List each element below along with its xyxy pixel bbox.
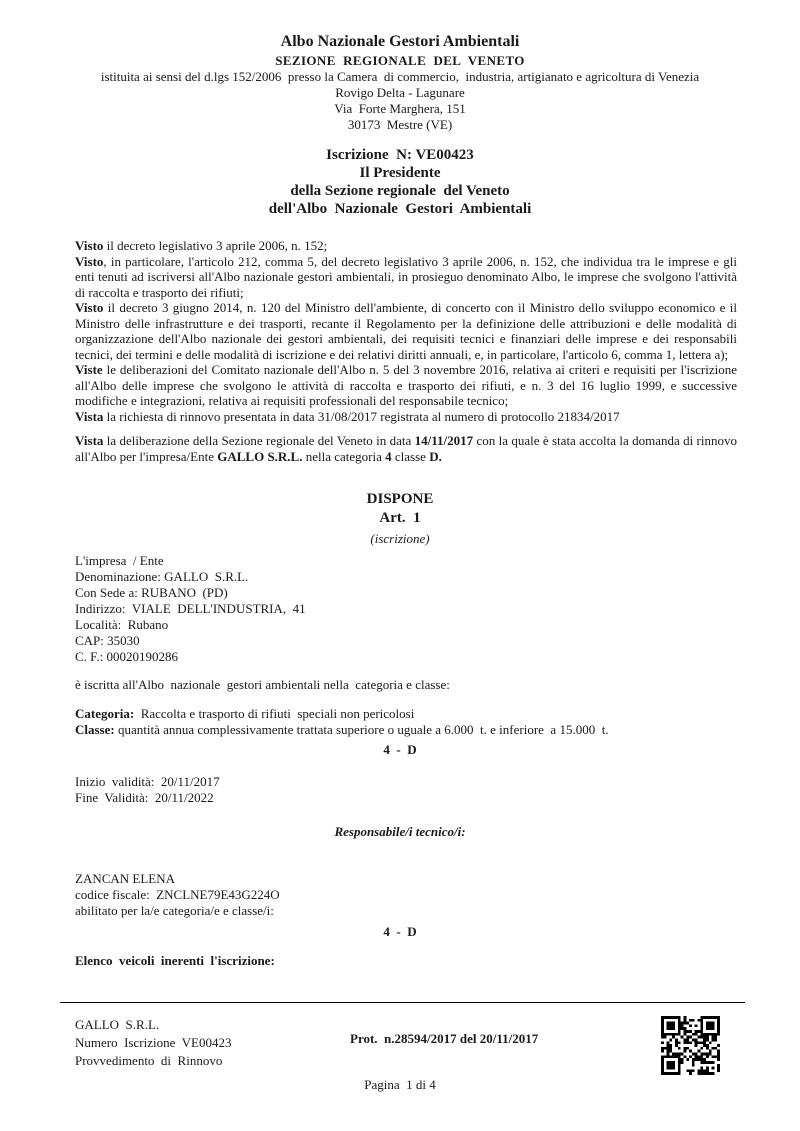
district-line: Rovigo Delta - Lagunare — [335, 85, 465, 100]
premise-lead: Visto — [75, 300, 104, 315]
premises-section — [75, 238, 737, 464]
regional-section-title: SEZIONE REGIONALE DEL VENETO — [275, 53, 525, 68]
president-line: Il Presidente — [359, 165, 441, 181]
resolution-date: 14/11/2017 — [414, 433, 474, 448]
premise-paragraph — [75, 238, 737, 254]
technical-manager-block — [75, 871, 737, 919]
footer-company: GALLO S.R.L. — [75, 1017, 160, 1032]
dispone-section — [0, 490, 800, 547]
resolution-category: 4 — [385, 448, 392, 464]
premise-text: , in particolare, l'articolo 212, comma 5, del decreto legislativo 3 aprile 2006, n. 152, che individua tra le imprese e gli enti tenuti ad iscriversi all'Albo nazionale gestori ambientali, in prosieguo denominato Albo, le imprese che svolgono l'attività di raccolta e trasporto dei rifiuti; — [75, 253, 737, 300]
footer-provision: Provvedimento di Rinnovo — [75, 1053, 223, 1068]
company-cap: CAP: 35030 — [75, 633, 140, 648]
resolution-text: nella categoria — [302, 448, 386, 464]
footer-divider — [60, 1002, 745, 1003]
premise-text: il decreto 3 giugno 2014, n. 120 del Ministro dell'ambiente, di concerto con il Ministro dello sviluppo economico e il Ministro delle infrastrutture e dei trasporti, recante il Regolamento per la definizione delle attribuzioni e delle modalità di organizzazione dell'Albo nazionale dei gestori ambientali, dei requisiti tecnici e finanziari delle imprese e dei responsabili tecnici, dei termini e delle modalità di iscrizione e dei relativi diritti annuali, e, in particolare, l'articolo 6, comma 1, lettera a); — [75, 300, 737, 362]
company-locality: Località: Rubano — [75, 617, 169, 632]
organization-title: Albo Nazionale Gestori Ambientali — [280, 33, 520, 50]
validity-block — [75, 774, 737, 806]
section-line: della Sezione regionale del Veneto — [290, 183, 510, 199]
resolution-company: GALLO S.R.L. — [217, 448, 303, 464]
dispone-title: DISPONE — [366, 491, 434, 507]
category-label: Categoria: — [75, 706, 135, 721]
company-seat: Con Sede a: RUBANO (PD) — [75, 585, 228, 600]
qr-code — [661, 1016, 720, 1075]
registration-number: Iscrizione N: VE00423 — [326, 147, 474, 163]
street-address: Via Forte Marghera, 151 — [334, 101, 466, 116]
class-line — [75, 722, 737, 738]
manager-fiscal-code: codice fiscale: ZNCLNE79E43G224O — [75, 887, 280, 902]
premise-lead: Vista — [75, 408, 104, 424]
technical-manager-heading: Responsabile/i tecnico/i: — [334, 824, 466, 839]
premise-paragraph — [75, 362, 737, 409]
vehicles-heading: Elenco veicoli inerenti l'iscrizione: — [75, 953, 275, 968]
page-number: Pagina 1 di 4 — [364, 1077, 436, 1092]
enrollment-intro: è iscritta all'Albo nazionale gestori ambientali nella categoria e classe: — [75, 677, 450, 692]
premise-paragraph — [75, 254, 737, 301]
city-line: 30173 Mestre (VE) — [347, 117, 453, 132]
resolution-paragraph — [75, 433, 737, 464]
article-title: Art. 1 — [379, 510, 421, 526]
manager-name: ZANCAN ELENA — [75, 871, 176, 886]
premise-text: il decreto legislativo 3 aprile 2006, n. 152; — [103, 238, 328, 253]
resolution-lead: Vista — [75, 433, 104, 448]
validity-end: Fine Validità: 20/11/2022 — [75, 790, 214, 805]
registration-title-block — [0, 146, 800, 218]
resolution-text: con la quale è stata accolta la domanda di rinnovo all'Albo per l'impresa/Ente — [75, 433, 737, 464]
premise-paragraph — [75, 300, 737, 362]
resolution-text: classe — [391, 448, 430, 464]
category-text: Raccolta e trasporto di rifiuti speciali non pericolosi — [134, 706, 415, 721]
footer-protocol: Prot. n.28594/2017 del 20/11/2017 — [350, 1031, 539, 1046]
class-text: quantità annua complessivamente trattata superiore o uguale a 6.000 t. e inferiore a 15.000 t. — [114, 722, 609, 737]
class-label: Classe: — [75, 722, 115, 737]
validity-start: Inizio validità: 20/11/2017 — [75, 774, 220, 789]
albo-line: dell'Albo Nazionale Gestori Ambientali — [268, 201, 532, 217]
letterhead — [0, 0, 800, 133]
footer-registration-number: Numero Iscrizione VE00423 — [75, 1035, 232, 1050]
premise-lead: Visto — [75, 238, 104, 253]
company-intro: L'impresa / Ente — [75, 553, 164, 568]
resolution-class: D. — [429, 448, 442, 464]
company-fiscal-code: C. F.: 00020190286 — [75, 649, 178, 664]
company-denomination: Denominazione: GALLO S.R.L. — [75, 569, 249, 584]
premise-text: le deliberazioni del Comitato nazionale dell'Albo n. 5 del 3 novembre 2016, relativa ai criteri e requisiti per l'iscrizione all'Albo delle imprese che svolgono le attività di raccolta e trasporto dei rifiuti, e n. 3 del 16 luglio 1999, e successive modifiche e integrazioni, relativa ai requisiti professionali del responsabile tecnico; — [75, 362, 737, 408]
footer-left-block — [75, 1016, 231, 1070]
company-address: Indirizzo: VIALE DELL'INDUSTRIA, 41 — [75, 601, 306, 616]
company-details — [75, 553, 737, 665]
manager-category-code: 4 - D — [383, 924, 417, 939]
premise-text: la richiesta di rinnovo presentata in data 31/08/2017 registrata al numero di protocollo 21834/2017 — [103, 408, 620, 424]
established-line: istituita ai sensi del d.lgs 152/2006 presso la Camera di commercio, industria, artigianato e agricoltura di Venezia — [100, 69, 700, 84]
article-subtitle: (iscrizione) — [370, 531, 430, 546]
manager-enabled-line: abilitato per la/e categoria/e e classe/i: — [75, 903, 274, 918]
premise-lead: Visto — [75, 253, 104, 269]
category-class-code: 4 - D — [383, 742, 417, 757]
premise-paragraph — [75, 409, 737, 425]
category-line — [75, 706, 737, 722]
premise-lead: Viste — [75, 362, 103, 377]
resolution-text: la deliberazione della Sezione regionale del Veneto in data — [103, 433, 415, 448]
category-block — [75, 706, 737, 738]
